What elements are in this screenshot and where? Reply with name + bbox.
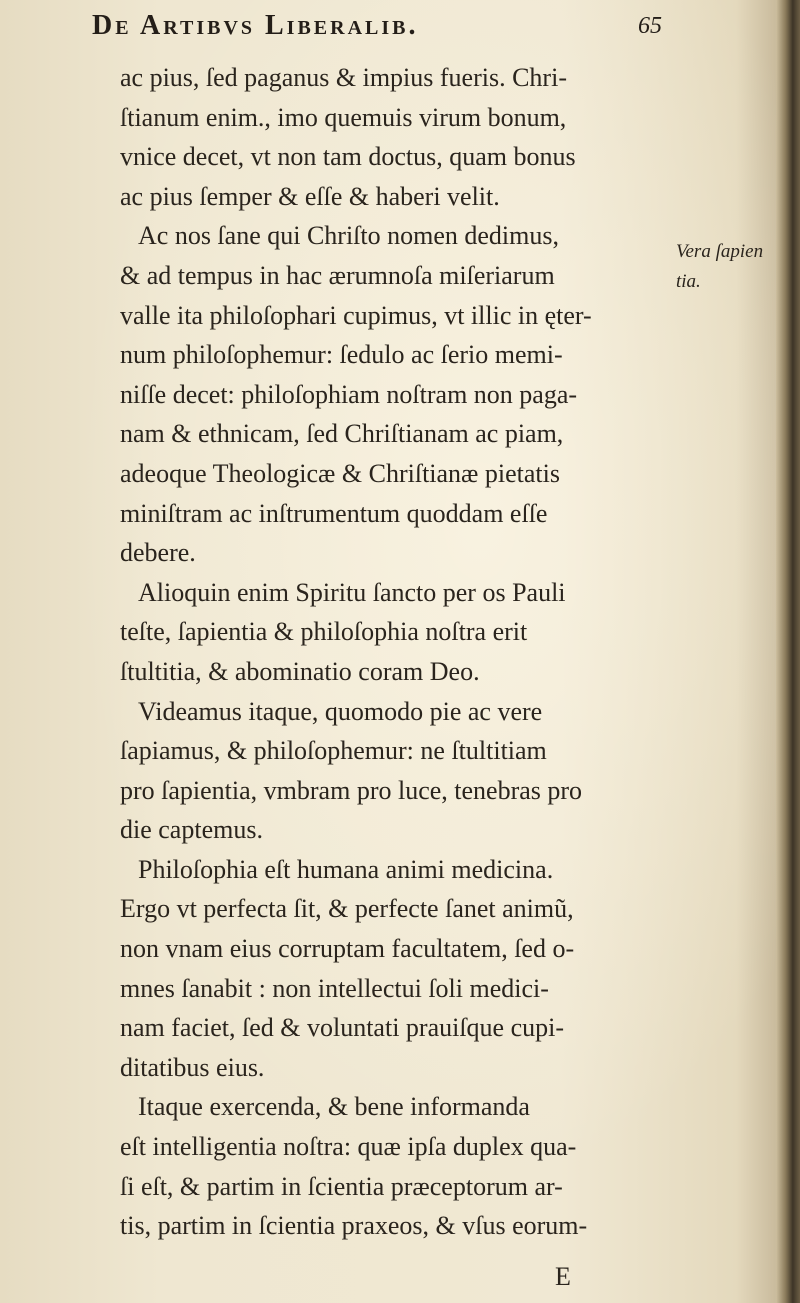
page-header — [92, 6, 662, 46]
text-line: ſtultitia, & abominatio coram Deo. — [120, 656, 480, 686]
text-line: Ac nos ſane qui Chriſto nomen dedimus, — [138, 221, 560, 251]
text-line: Videamus itaque, quomodo pie ac vere — [138, 696, 543, 726]
text-line: & ad tempus in hac ærumnoſa miſeriarum — [120, 260, 555, 290]
catchword: E — [555, 1262, 571, 1291]
text-line: adeoque Theologicæ & Chriſtianæ pietatis — [120, 458, 560, 488]
text-line: num philoſophemur: ſedulo ac ſerio memi- — [120, 340, 563, 370]
text-line: mnes ſanabit : non intellectui ſoli medici- — [120, 973, 549, 1003]
text-line: nam faciet, ſed & voluntati prauiſque cupi- — [120, 1013, 565, 1043]
text-line: debere. — [120, 538, 196, 568]
text-line: nam & ethnicam, ſed Chriſtianam ac piam, — [120, 419, 564, 449]
text-line: Philoſophia eſt humana animi medicina. — [138, 854, 554, 884]
text-line: ditatibus eius. — [120, 1052, 265, 1082]
marginal-note-line: Vera ſapien — [676, 241, 764, 262]
text-line: die captemus. — [120, 815, 263, 845]
text-line: teſte, ſapientia & philoſophia noſtra erit — [120, 617, 528, 647]
body-text — [120, 58, 660, 1246]
marginal-note — [676, 237, 786, 297]
running-title: De Artibvs Liberalib. — [92, 10, 419, 41]
text-line: miniſtram ac inſtrumentum quoddam eſſe — [120, 498, 548, 528]
text-line: Itaque exercenda, & bene informanda — [138, 1092, 530, 1122]
marginal-note-line: tia. — [676, 271, 701, 292]
text-line: ac pius, ſed paganus & impius fueris. Chri- — [120, 63, 567, 92]
text-line: Ergo vt perfecta ſit, & perfecte ſanet animũ, — [120, 894, 574, 924]
text-line: Alioquin enim Spiritu ſancto per os Pauli — [138, 577, 566, 607]
text-line: vnice decet, vt non tam doctus, quam bonus — [120, 142, 576, 172]
text-line: valle ita philoſophari cupimus, vt illic in ęter- — [120, 300, 592, 330]
text-line: eſt intelligentia noſtra: quæ ipſa duplex qua- — [120, 1132, 577, 1162]
page-number: 65 — [638, 12, 662, 39]
text-line: pro ſapientia, vmbram pro luce, tenebras pro — [120, 775, 583, 805]
text-line: ſtianum enim., imo quemuis virum bonum, — [120, 102, 567, 132]
text-line: ac pius ſemper & eſſe & haberi velit. — [120, 181, 500, 211]
text-line: non vnam eius corruptam facultatem, ſed o- — [120, 934, 575, 964]
text-line: ſapiamus, & philoſophemur: ne ſtultitiam — [120, 736, 547, 766]
book-spine-edge — [776, 0, 800, 1303]
text-line: tis, partim in ſcientia praxeos, & vſus eorum- — [120, 1211, 588, 1241]
text-line: ſi eſt, & partim in ſcientia præceptorum ar- — [120, 1171, 563, 1201]
text-line: niſſe decet: philoſophiam noſtram non paga- — [120, 379, 578, 409]
